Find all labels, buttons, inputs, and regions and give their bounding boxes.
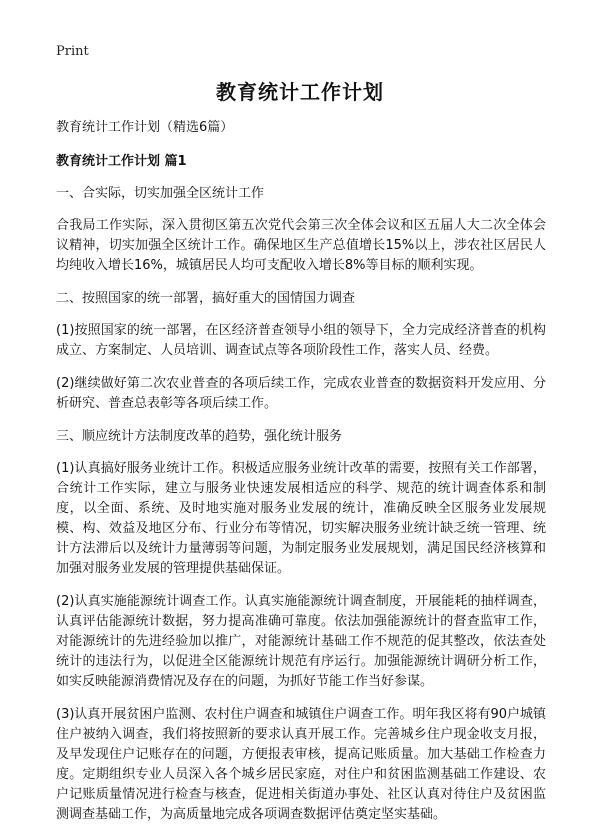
section-heading: 教育统计工作计划 篇1 [56,154,187,169]
paragraph-6: (3)认真开展贫困户监测、农村住户调查和城镇住户调查工作。明年我区将有90户城镇住户被纳入调查，我们将按照新的要求认真开展工作。完善城乡住户现金收支月报，及早发现住户记账存在的问题，方便报表审核，提高记账质量。加大基础工作检查力度。定期组织专业人员深入各个城乡居民家庭，对住户和贫困监测基础工作建设、农户记账质量情况进行检查与核查，促进相关街道办事处、社区认真对待住户及贫困监测调查基础工作，为高质量地完成各项调查数据评估奠定坚实基础。 [56,707,546,822]
paragraph-3: (2)继续做好第二次农业普查的各项后续工作，完成农业普查的数据资料开发应用、分析研究、普查总表彰等各项后续工作。 [56,376,546,411]
document-title: 教育统计工作计划 [216,80,384,104]
heading-2: 二、按照国家的统一部署，搞好重大的国情国力调查 [56,291,356,306]
print-link[interactable]: Print [56,44,89,59]
document-body [56,118,546,838]
paragraph-1: 合我局工作实际，深入贯彻区第五次党代会第三次全体会议和区五届人大二次全体会议精神，切实加强全区统计工作。确保地区生产总值增长15%以上，涉农社区居民人均纯收入增长16%，城镇居民人均可支配收入增长8%等目标的顺利实现。 [56,218,546,273]
paragraph-4: (1)认真搞好服务业统计工作。积极适应服务业统计改革的需要，按照有关工作部署，合统计工作实际，建立与服务业快速发展相适应的科学、规范的统计调查体系和制度，以全面、系统、及时地实施对服务业发展的统计，准确反映全区服务业发展规模、构、效益及地区分布、行业分布等情况，切实解决服务业统计缺乏统一管理、统计方法滞后以及统计力量薄弱等问题，为制定服务业发展规划，满足国民经济核算和加强对服务业发展的管理提供基础保证。 [56,461,546,576]
paragraph-5: (2)认真实施能源统计调查工作。认真实施能源统计调查制度，开展能耗的抽样调查，认真评估能源统计数据，努力提高准确可靠度。依法加强能源统计的督查监审工作，对能源统计的先进经验加以推广，对能源统计基础工作不规范的促其整改，依法查处统计的违法行为，以促进全区能源统计规范有序运行。加强能源统计调研分析工作，如实反映能源消费情况及存在的问题，为抓好节能工作当好参谋。 [56,594,546,689]
heading-3: 三、顺应统计方法制度改革的趋势，强化统计服务 [56,429,343,444]
paragraph-2: (1)按照国家的统一部署，在区经济普查领导小组的领导下，全力完成经济普查的机构成立、方案制定、人员培训、调查试点等各项阶段性工作，落实人员、经费。 [56,323,546,358]
heading-1: 一、合实际，切实加强全区统计工作 [56,186,265,201]
document-subtitle: 教育统计工作计划（精选6篇） [56,120,234,135]
